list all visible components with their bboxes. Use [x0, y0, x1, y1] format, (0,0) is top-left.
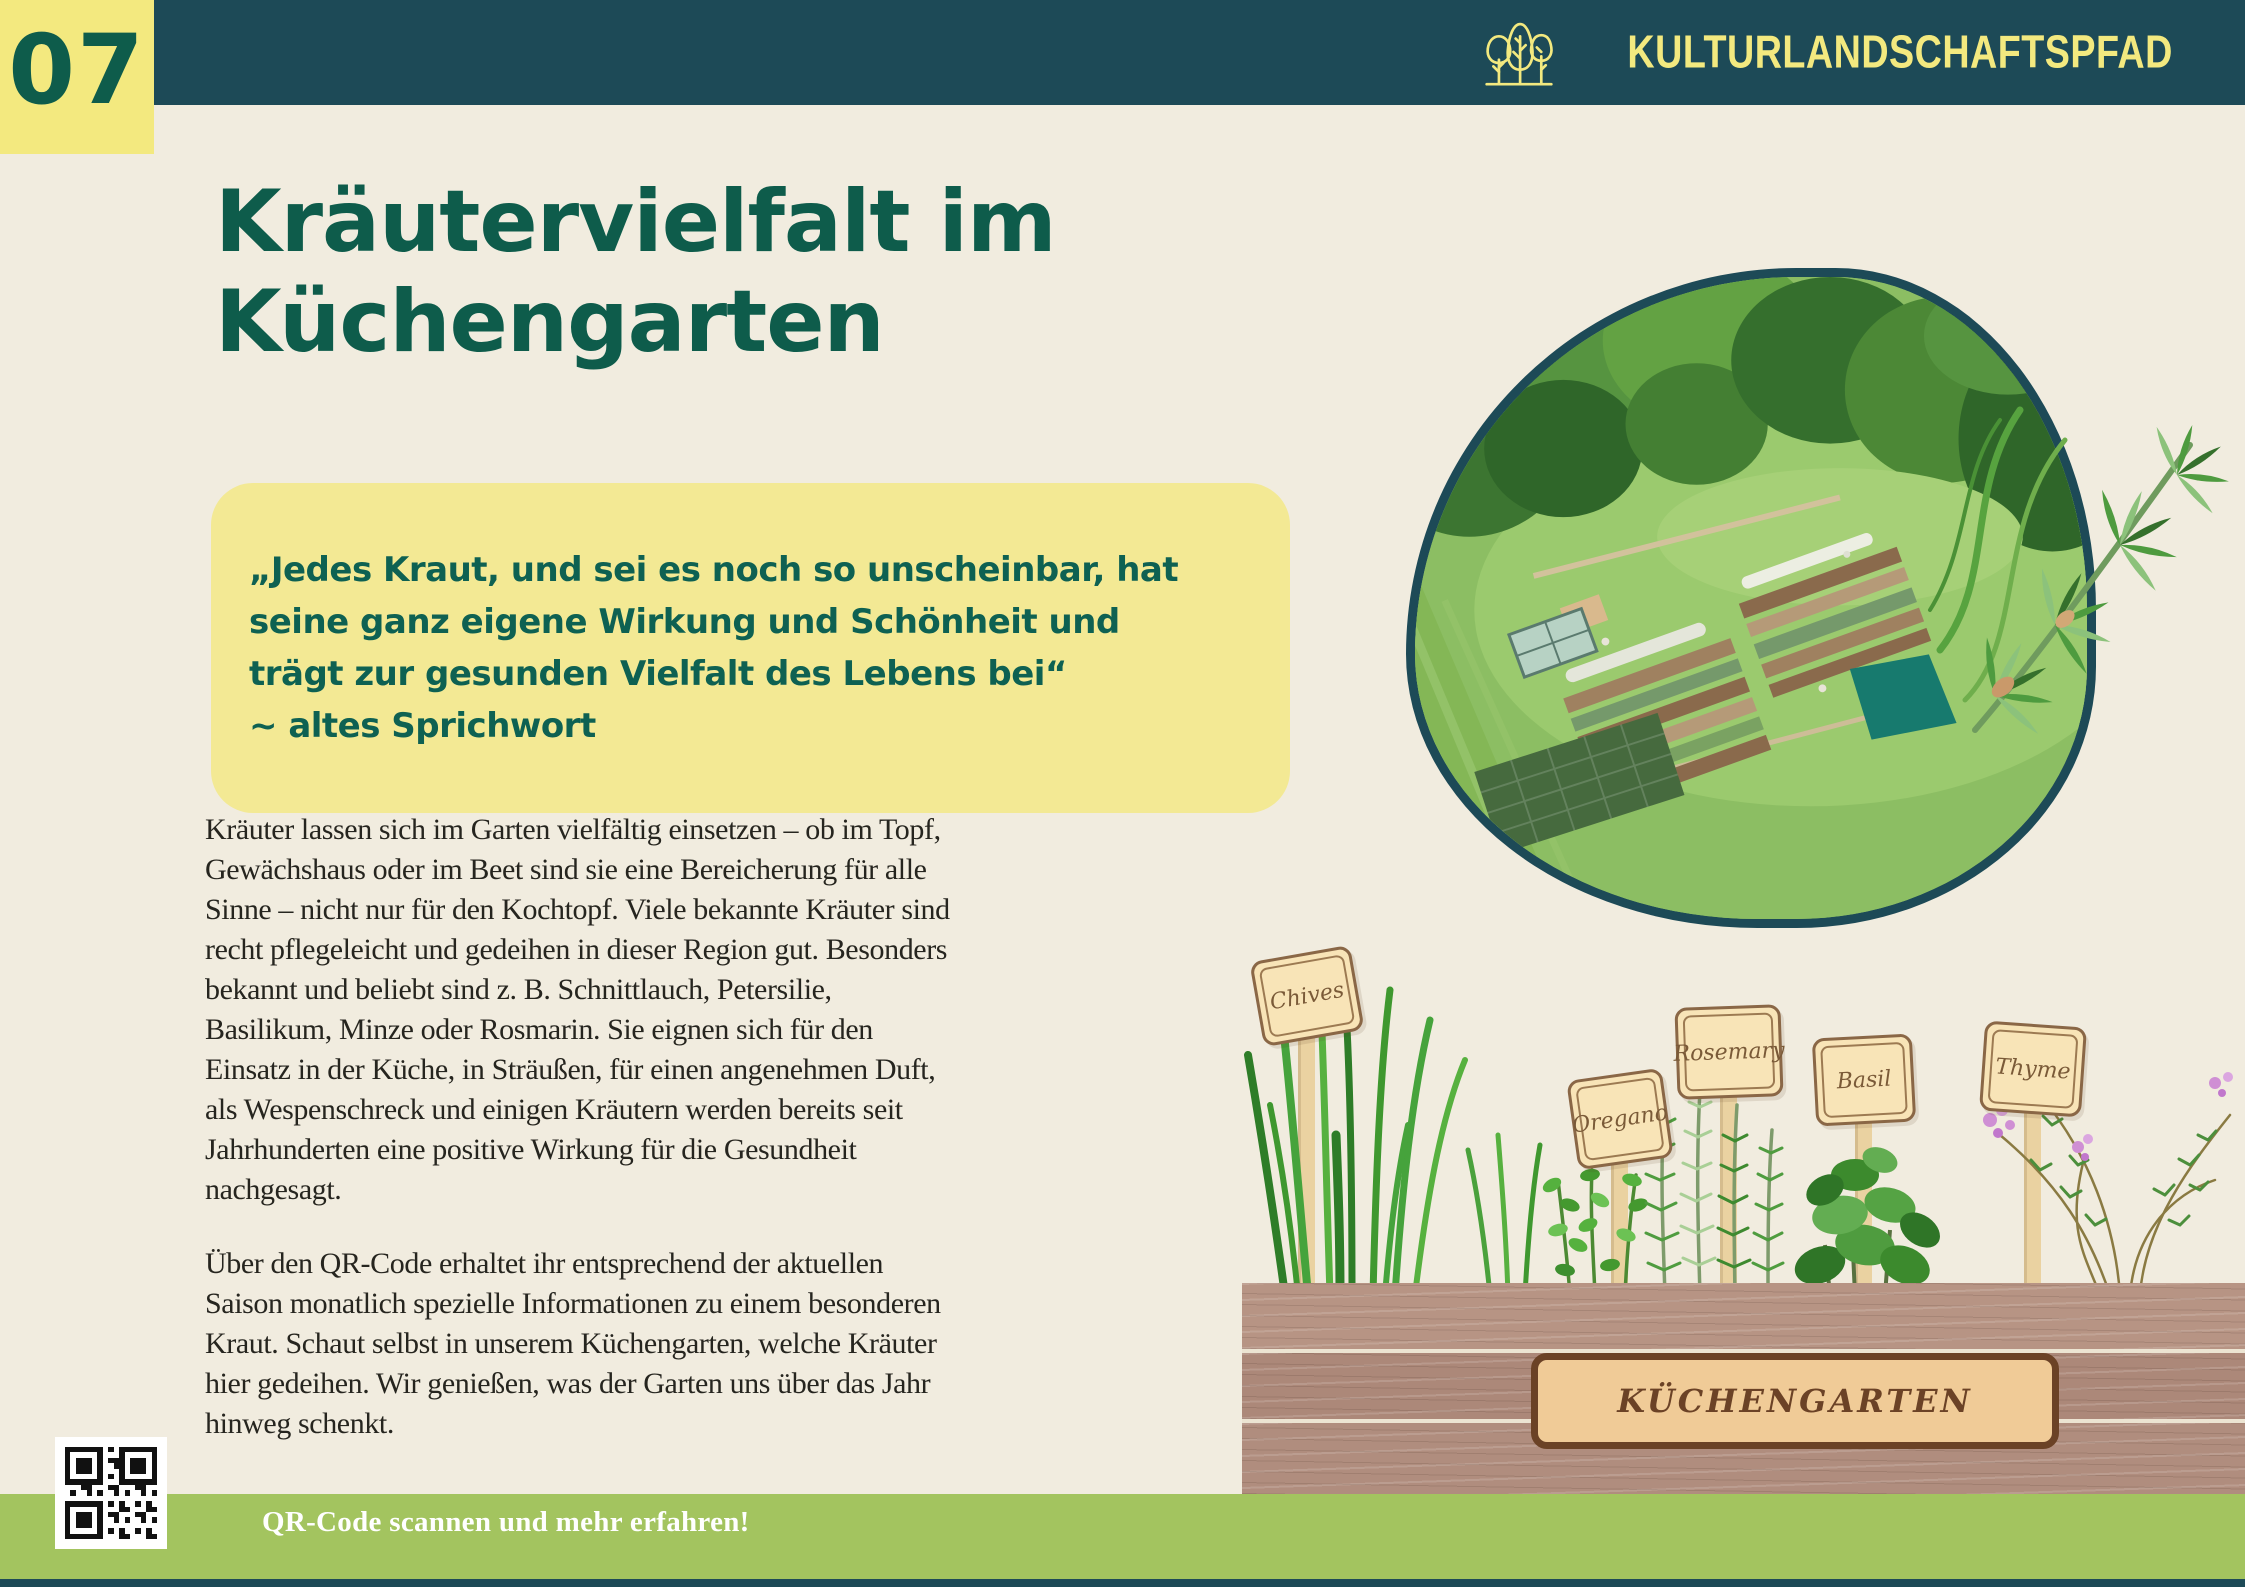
header-bar	[154, 0, 2245, 105]
oregano-sign-label: Oregano	[1570, 1099, 1670, 1139]
rosemary-sprig-illustration	[1925, 395, 2245, 740]
basil-sign-label: Basil	[1836, 1066, 1892, 1094]
footer-cta-text: QR-Code scannen und mehr erfahren!	[262, 1506, 750, 1538]
basil-plant	[1789, 1143, 1946, 1295]
grass-clump	[1468, 1135, 1540, 1295]
oregano-plant	[1540, 1167, 1649, 1295]
quote-line3: trägt zur gesunden Vielfalt des Lebens bei“	[249, 654, 1067, 694]
thyme-sign	[1979, 1021, 2087, 1118]
body-text	[205, 810, 950, 1478]
qr-code-grid	[65, 1447, 157, 1539]
planter-plaque-label: KÜCHENGARTEN	[1617, 1382, 1973, 1420]
three-trees-icon	[1480, 14, 1558, 92]
brand-title: KULTURLANDSCHAFTSPFAD	[1627, 26, 2173, 78]
planter-plaque	[1531, 1353, 2059, 1449]
planter-box	[1242, 1283, 2245, 1494]
qr-code	[55, 1437, 167, 1549]
chives-sign	[1249, 945, 1364, 1047]
page-title	[215, 172, 1056, 372]
chives-sign-label: Chives	[1268, 977, 1346, 1015]
page-title-line1: Kräutervielfalt im	[215, 172, 1056, 272]
body-paragraph-1: Kräuter lassen sich im Garten vielfältig einsetzen – ob im Topf, Gewächshaus oder im Beet sind sie eine Bereicherung für alle Sinne – nicht nur für den Kochtopf. Viele bekannte Kräuter sind recht pflegeleicht und gedeihen in dieser Region gut. Besonders bekannt und beliebt sind z. B. Schnittlauch, Petersilie, Basilikum, Minze oder Rosmarin. Sie eignen sich für den Einsatz in der Küche, in Sträußen, für einen angenehmen Duft, als Wespenschreck und einigen Kräutern werden bereits seit Jahrhunderten eine positive Wirkung für die Gesundheit nachgesagt.	[205, 813, 950, 1206]
footer-teal-bar	[0, 1579, 2245, 1587]
station-number-badge	[0, 0, 154, 154]
body-paragraph-2: Über den QR-Code erhaltet ihr entsprechend der aktuellen Saison monatlich spezielle Informationen zu einem besonderen Kraut. Schaut selbst in unserem Küchengarten, welche Kräuter hier gedeihen. Wir genießen, was der Garten uns über das Jahr hinweg schenkt.	[205, 1247, 941, 1440]
quote-attribution: ~ altes Sprichwort	[249, 706, 596, 746]
basil-sign	[1812, 1033, 1916, 1126]
quote-line2: seine ganz eigene Wirkung und Schönheit und	[249, 602, 1120, 642]
planter-plank-top	[1242, 1283, 2245, 1349]
quote-box	[211, 483, 1290, 813]
rosemary-sign-label: Rosemary	[1673, 1037, 1785, 1067]
station-number: 07	[8, 14, 146, 126]
page-title-line2: Küchengarten	[215, 272, 884, 372]
oregano-sign	[1566, 1068, 1674, 1170]
thyme-sign-label: Thyme	[1994, 1053, 2072, 1085]
brand	[1480, 14, 2173, 92]
rosemary-sign	[1674, 1004, 1783, 1100]
herb-plants-illustration	[1240, 935, 2245, 1295]
quote-line1: „Jedes Kraut, und sei es noch so unscheinbar, hat	[249, 550, 1179, 590]
